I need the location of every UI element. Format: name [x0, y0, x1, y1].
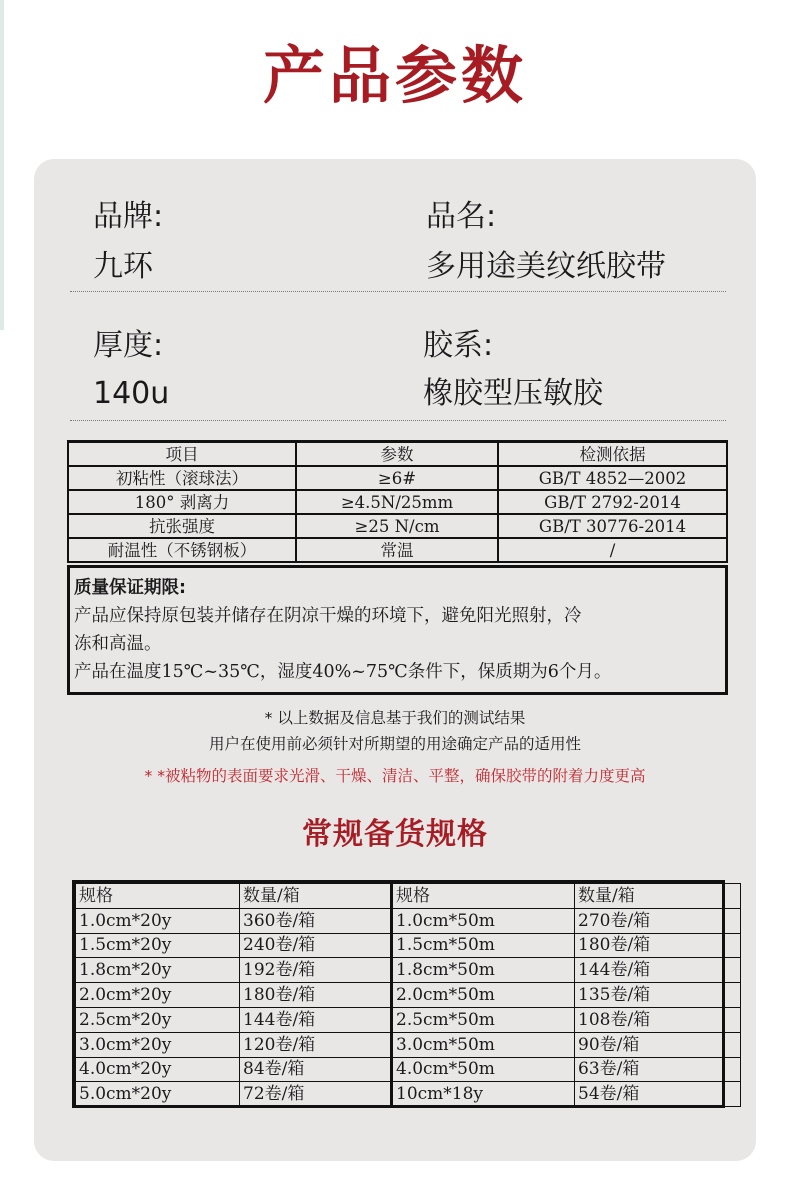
table-cell: 72卷/箱: [240, 1082, 392, 1107]
table-cell: 180卷/箱: [240, 983, 392, 1008]
table-cell: 240卷/箱: [240, 933, 392, 958]
table-row: [76, 1082, 741, 1107]
table-cell: 4.0cm*50m: [392, 1057, 575, 1082]
table-cell: 1.8cm*50m: [392, 958, 575, 983]
table-cell: ≥25 N/cm: [296, 514, 498, 538]
table-cell: 180° 剥离力: [68, 490, 296, 514]
table-cell: 360卷/箱: [240, 908, 392, 933]
table-cell: 180卷/箱: [575, 933, 741, 958]
table-cell: 90卷/箱: [575, 1032, 741, 1057]
thickness-value: 140u: [93, 376, 170, 411]
table-row: [68, 466, 727, 490]
table-cell: 1.5cm*20y: [76, 933, 240, 958]
table-cell: 1.0cm*20y: [76, 908, 240, 933]
table-header-cell: 规格: [76, 884, 240, 909]
adhesive-label: 胶系:: [423, 328, 494, 363]
table-cell: 耐温性（不锈钢板）: [68, 538, 296, 562]
table-cell: 抗张强度: [68, 514, 296, 538]
table-row: [76, 1007, 741, 1032]
table-cell: 135卷/箱: [575, 983, 741, 1008]
table-cell: 108卷/箱: [575, 1007, 741, 1032]
spec-table: [75, 883, 741, 1107]
table-header-cell: 数量/箱: [240, 884, 392, 909]
table-cell: 1.5cm*50m: [392, 933, 575, 958]
table-cell: ≥6#: [296, 466, 498, 490]
table-cell: 初粘性（滚球法）: [68, 466, 296, 490]
table-cell: 63卷/箱: [575, 1057, 741, 1082]
quality-text-line: 冻和高温。: [74, 634, 162, 654]
brand-label: 品牌:: [93, 199, 164, 234]
table-cell: /: [498, 538, 727, 562]
table-header-cell: 规格: [392, 884, 575, 909]
table-cell: 54卷/箱: [575, 1082, 741, 1107]
table-cell: 2.0cm*20y: [76, 983, 240, 1008]
divider: [70, 420, 726, 421]
product-name-label: 品名:: [426, 199, 497, 234]
product-name-value: 多用途美纹纸胶带: [426, 249, 666, 284]
table-cell: 192卷/箱: [240, 958, 392, 983]
spec-table-frame: [72, 880, 725, 1108]
table-row: [68, 514, 727, 538]
table-cell: 常温: [296, 538, 498, 562]
table-cell: 10cm*18y: [392, 1082, 575, 1107]
thickness-label: 厚度:: [93, 328, 164, 363]
adhesive-value: 橡胶型压敏胶: [423, 376, 603, 411]
table-row: [76, 933, 741, 958]
table-cell: 2.5cm*50m: [392, 1007, 575, 1032]
table-cell: 120卷/箱: [240, 1032, 392, 1057]
spec-section-title: 常规备货规格: [302, 817, 488, 852]
note-line: 用户在使用前必须针对所期望的用途确定产品的适用性: [208, 735, 581, 753]
table-header-row: [76, 884, 741, 909]
table-header-cell: 参数: [296, 442, 498, 467]
table-header-cell: 项目: [68, 442, 296, 467]
table-cell: 144卷/箱: [575, 958, 741, 983]
quality-text-line: 产品在温度15℃~35℃，湿度40%~75℃条件下，保质期为6个月。: [74, 662, 612, 682]
table-row: [68, 538, 727, 562]
table-row: [68, 490, 727, 514]
table-cell: GB/T 4852—2002: [498, 466, 727, 490]
table-cell: 3.0cm*20y: [76, 1032, 240, 1057]
table-header-cell: 数量/箱: [575, 884, 741, 909]
quality-guarantee-box: [67, 565, 728, 695]
table-cell: GB/T 30776-2014: [498, 514, 727, 538]
table-cell: GB/T 2792-2014: [498, 490, 727, 514]
table-row: [76, 1057, 741, 1082]
table-header-row: [68, 442, 727, 467]
table-cell: 4.0cm*20y: [76, 1057, 240, 1082]
table-cell: ≥4.5N/25mm: [296, 490, 498, 514]
table-row: [76, 1032, 741, 1057]
table-row: [76, 983, 741, 1008]
table-row: [76, 908, 741, 933]
table-row: [76, 958, 741, 983]
quality-title: 质量保证期限:: [74, 578, 186, 598]
brand-value: 九环: [93, 249, 153, 284]
parameter-table: [67, 440, 728, 563]
table-cell: 3.0cm*50m: [392, 1032, 575, 1057]
page-title: 产品参数: [262, 39, 527, 112]
table-cell: 1.0cm*50m: [392, 908, 575, 933]
quality-text-line: 产品应保持原包装并储存在阴凉干燥的环境下，避免阳光照射，冷: [74, 606, 582, 626]
table-cell: 270卷/箱: [575, 908, 741, 933]
note-warning: * *被粘物的表面要求光滑、干燥、清洁、平整，确保胶带的附着力度更高: [144, 767, 646, 785]
divider: [70, 291, 726, 292]
table-cell: 144卷/箱: [240, 1007, 392, 1032]
note-line: * 以上数据及信息基于我们的测试结果: [264, 709, 526, 727]
table-cell: 5.0cm*20y: [76, 1082, 240, 1107]
table-cell: 1.8cm*20y: [76, 958, 240, 983]
table-header-cell: 检测依据: [498, 442, 727, 467]
table-cell: 84卷/箱: [240, 1057, 392, 1082]
table-cell: 2.0cm*50m: [392, 983, 575, 1008]
table-cell: 2.5cm*20y: [76, 1007, 240, 1032]
